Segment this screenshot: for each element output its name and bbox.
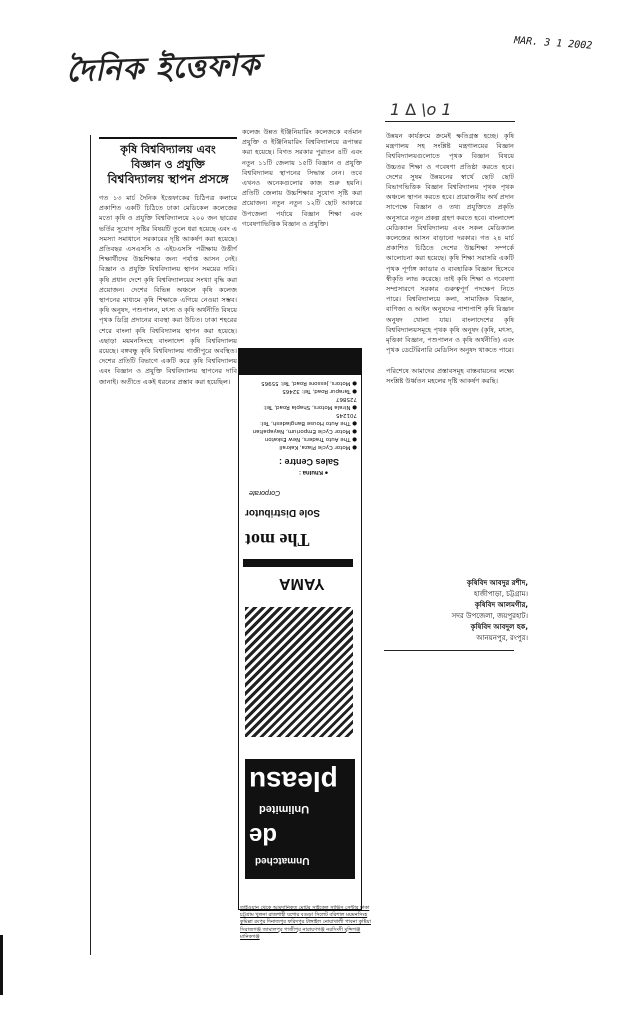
newspaper-masthead: দৈনিক ইত্তেফাক (65, 47, 262, 90)
small-print-strip: তাইওয়ান থেকে আমদানিকৃত মোটর সাইকেল সার্ভিস সেন্টার ঢাকা চট্টগ্রাম খুলনা রাজশাহী যশোর বগুড়া সিলেট বরিশাল ময়মনসিংহ কুমিল্লা রংপুর দিনাজপুর ফরিদপুর টাঙ্গাইল নোয়াখালী পাবনা কুষ্টিয়া সিরাজগঞ্জ জামালপুর গাজীপুর নারায়ণগঞ্জ নরসিংদী মুন্সিগঞ্জ মানিকগঞ্জ (240, 905, 371, 940)
signature-line: সদর উপজেলা, জয়পুরহাট। (451, 612, 528, 620)
ad-corporate: Corporate (249, 489, 281, 496)
ad-dealer-list (243, 379, 357, 451)
ad-khulna: ● Khulna : (299, 469, 329, 475)
date-stamp: MAR. 3 1 2002 (513, 35, 593, 52)
ad-dealer-line: ● The Auto Traders, New Eskaton (264, 436, 357, 442)
signature-line: আনয়নপুর, রংপুর। (476, 634, 528, 642)
ad-dark-band (239, 349, 361, 375)
signature-line: কৃষিবিদ আবদুর রশীদ, (466, 579, 528, 587)
signature-block (428, 578, 528, 644)
ad-the-mot: The mot (245, 530, 310, 550)
handwritten-note: 1 ∆ \o 1 (390, 100, 452, 119)
scan-edge-mark (0, 935, 3, 995)
article-body-col2: কলেজ উন্নত ইঞ্জিনিয়ারিং কলেজকে বর্তমান প্রযুক্তি ও ইঞ্জিনিয়ারিং বিশ্ববিদ্যালয়ে রূপান্তর করা হয়েছে। বিগত সরকার পুরাতন ৪টি এবং নতুন ১১টি জেলায় ১৫টি বিজ্ঞান ও প্রযুক্তি বিশ্ববিদ্যালয় স্থাপনের সিদ্ধান্ত নেন। তবে এখনও অনেকগুলোর কাজ শুরু হয়নি। প্রতিটি জেলায় উচ্চশিক্ষার সুযোগ সৃষ্টি করা প্রয়োজন। নতুন নতুন ১২টি ছোট আকারে উপজেলা পর্যায়ে বিজ্ঞান শিক্ষা এবং গবেষণাভিত্তিক বিজ্ঞান ও প্রযুক্তি। (242, 128, 362, 228)
signature-line: হাজীপাড়া, চট্টগ্রাম। (473, 590, 528, 598)
ad-pleasu: pleasu (249, 766, 338, 797)
ad-de: de (249, 822, 278, 849)
article-body-col3: উন্নয়ন কার্যক্রমে ক্রমেই ক্ষতিগ্রস্ত হচ্ছে। কৃষি মন্ত্রণালয় সহ সংশ্লিষ্ট মন্ত্রণালয়ের বিজ্ঞান বিশ্ববিদ্যালয়গুলোতে পৃথক বিজ্ঞান বিষয়ে উচ্চতর শিক্ষা ও গবেষণা প্রতিষ্ঠা করতে হবে। দেশের সুষম উন্নয়নের স্বার্থে ছোট ছোট বিভাগভিত্তিক বিজ্ঞান বিশ্ববিদ্যালয় পৃথক পৃথক অঞ্চলে স্থাপন করতে হবে। প্রয়োজনীয় অর্থ প্রদান সাপেক্ষে বিজ্ঞান ও তথ্য প্রযুক্তিতে প্রকৃতি অনুসারে নতুন প্রকল্প গ্রহণ করতে হবে। বাংলাদেশ মেডিক্যাল বিশ্ববিদ্যালয় এবং সকল মেডিক্যাল কলেজের আসন বাড়ানো দরকার। গত ২৪ মার্চ প্রকাশিত চিঠিতে দেশের উচ্চশিক্ষা সম্পর্কে আলোচনা করা হয়েছে। কৃষি শিক্ষা সরাসরি একটি পৃথক পূর্ণাঙ্গ ক্যাডার ও ব্যবহারিক বিজ্ঞান হিসেবে স্বীকৃতি লাভ করেছে। তাই কৃষি শিক্ষা ও গবেষণা সম্প্রসারণে সরকার গুরুত্বপূর্ণ পদক্ষেপ নিতে পারে। বিশ্ববিদ্যালয়ে কলা, সামাজিক বিজ্ঞান, বাণিজ্য ও আইন অনুষদের পাশাপাশি কৃষি বিজ্ঞান অনুষদ খোলা যায়। বাংলাদেশের কৃষি বিশ্ববিদ্যালয়সমূহে পৃথক কৃষি অনুষদ (কৃষি, মৎস্য, মৃত্তিকা বিজ্ঞান, পশুপালন ও কৃষি অর্থনীতি) এবং পৃথক ডেটেরিনারি মেডিসিন অনুষদ থাকতে পারে। পরিশেষে আমাদের প্রস্তাবসমূহ বাস্তবায়নের লক্ষ্যে সংশ্লিষ্ট উর্ধ্বতন মহলের দৃষ্টি আকর্ষণ করছি। (386, 132, 514, 385)
ad-dealer-line: ● The Auto House Bangladesh, Tel: 701245 (260, 412, 357, 426)
ad-yama: YAMA (279, 575, 325, 592)
yamaha-advertisement (238, 348, 362, 910)
signature-underline (384, 650, 514, 651)
article-column-left (90, 135, 241, 955)
article-title-line3: বিশ্ববিদ্যালয় স্থাপন প্রসঙ্গে (107, 172, 229, 186)
ad-sales-centre: Sales Centre : (279, 457, 340, 467)
ad-unmatched: Unmatched (255, 855, 310, 866)
motorcycle-photo (245, 607, 353, 737)
ad-dealer-line: ● Nirala Motors, Shapla Road, Tel: 725867 (263, 396, 357, 410)
ad-strip (243, 559, 353, 567)
ad-black-panel (245, 759, 355, 879)
article-title (99, 137, 237, 187)
ad-dealer-line: ● Motor Cycle Emporium, Nayapaltan (252, 428, 357, 434)
ad-dealer-line: ● Tarapur Road, Tel: 32465 (282, 388, 357, 394)
article-title-line1: কৃষি বিশ্ববিদ্যালয় এবং (120, 143, 216, 156)
ad-dealer-line: ● Motors, Jessore Road, Tel: 55965 (261, 380, 357, 386)
clipping-top-rule (385, 121, 515, 122)
signature-line: কৃষিবিদ আবদুল হক, (470, 623, 528, 631)
article-body-col1: গত ১৩ মার্চ দৈনিক ইত্তেফাকের চিঠিপত্র কলামে প্রকাশিত একটি চিঠিতে ঢাকা মেডিকেল কলেজের মতো কৃষি ও প্রযুক্তি বিশ্ববিদ্যালয়ে ২০০ জন ছাত্রের ভর্তির সুযোগ সৃষ্টির বিষয়টি তুলে ধরা হয়েছে এবং এ সমস্যা সমাধানে সরকারের দৃষ্টি আকর্ষণ করা হয়েছে। প্রতিবছর এসএসসি ও এইচএসসি পরীক্ষায় উত্তীর্ণ শিক্ষার্থীদের উচ্চশিক্ষার জন্য পর্যাপ্ত আসন নেই। বিজ্ঞান ও প্রযুক্তি বিশ্ববিদ্যালয় স্থাপন সময়ের দাবি। কৃষি প্রধান দেশে কৃষি বিশ্ববিদ্যালয়ের সংখ্যা বৃদ্ধি করা প্রয়োজন। দেশের বিভিন্ন অঞ্চলে কৃষি কলেজ স্থাপনের মাধ্যমে কৃষি শিক্ষাকে এগিয়ে নেওয়া সম্ভব। কৃষি অনুষদ, পশুপালন, মৎস্য ও কৃষি অর্থনীতি বিষয়ে পৃথক ডিগ্রি প্রদানের ব্যবস্থা করা উচিত। ঢাকা শহরের শেরে বাংলা কৃষি বিশ্ববিদ্যালয় স্থাপন করা হয়েছে। এছাড়া ময়মনসিংহে বাংলাদেশ কৃষি বিশ্ববিদ্যালয় রয়েছে। বঙ্গবন্ধু কৃষি বিশ্ববিদ্যালয় গাজীপুরে অবস্থিত। দেশের প্রতিটি বিভাগে একটি করে কৃষি বিশ্ববিদ্যালয় এবং বিজ্ঞান ও প্রযুক্তি বিশ্ববিদ্যালয় স্থাপনের দাবি জানাই। অতীতে একই ধরনের প্রস্তাব করা হয়েছিল। (99, 194, 237, 386)
article-title-line2: বিজ্ঞান ও প্রযুক্তি (131, 158, 205, 171)
ad-dealer-line: ● Motor Cycle Plaza, Kakrail (279, 444, 357, 450)
ad-unlimited: Unlimited (259, 803, 310, 815)
signature-line: কৃষিবিদ আলমগীর, (474, 601, 528, 609)
ad-sole-distributor: Sole Distributor (245, 507, 321, 518)
